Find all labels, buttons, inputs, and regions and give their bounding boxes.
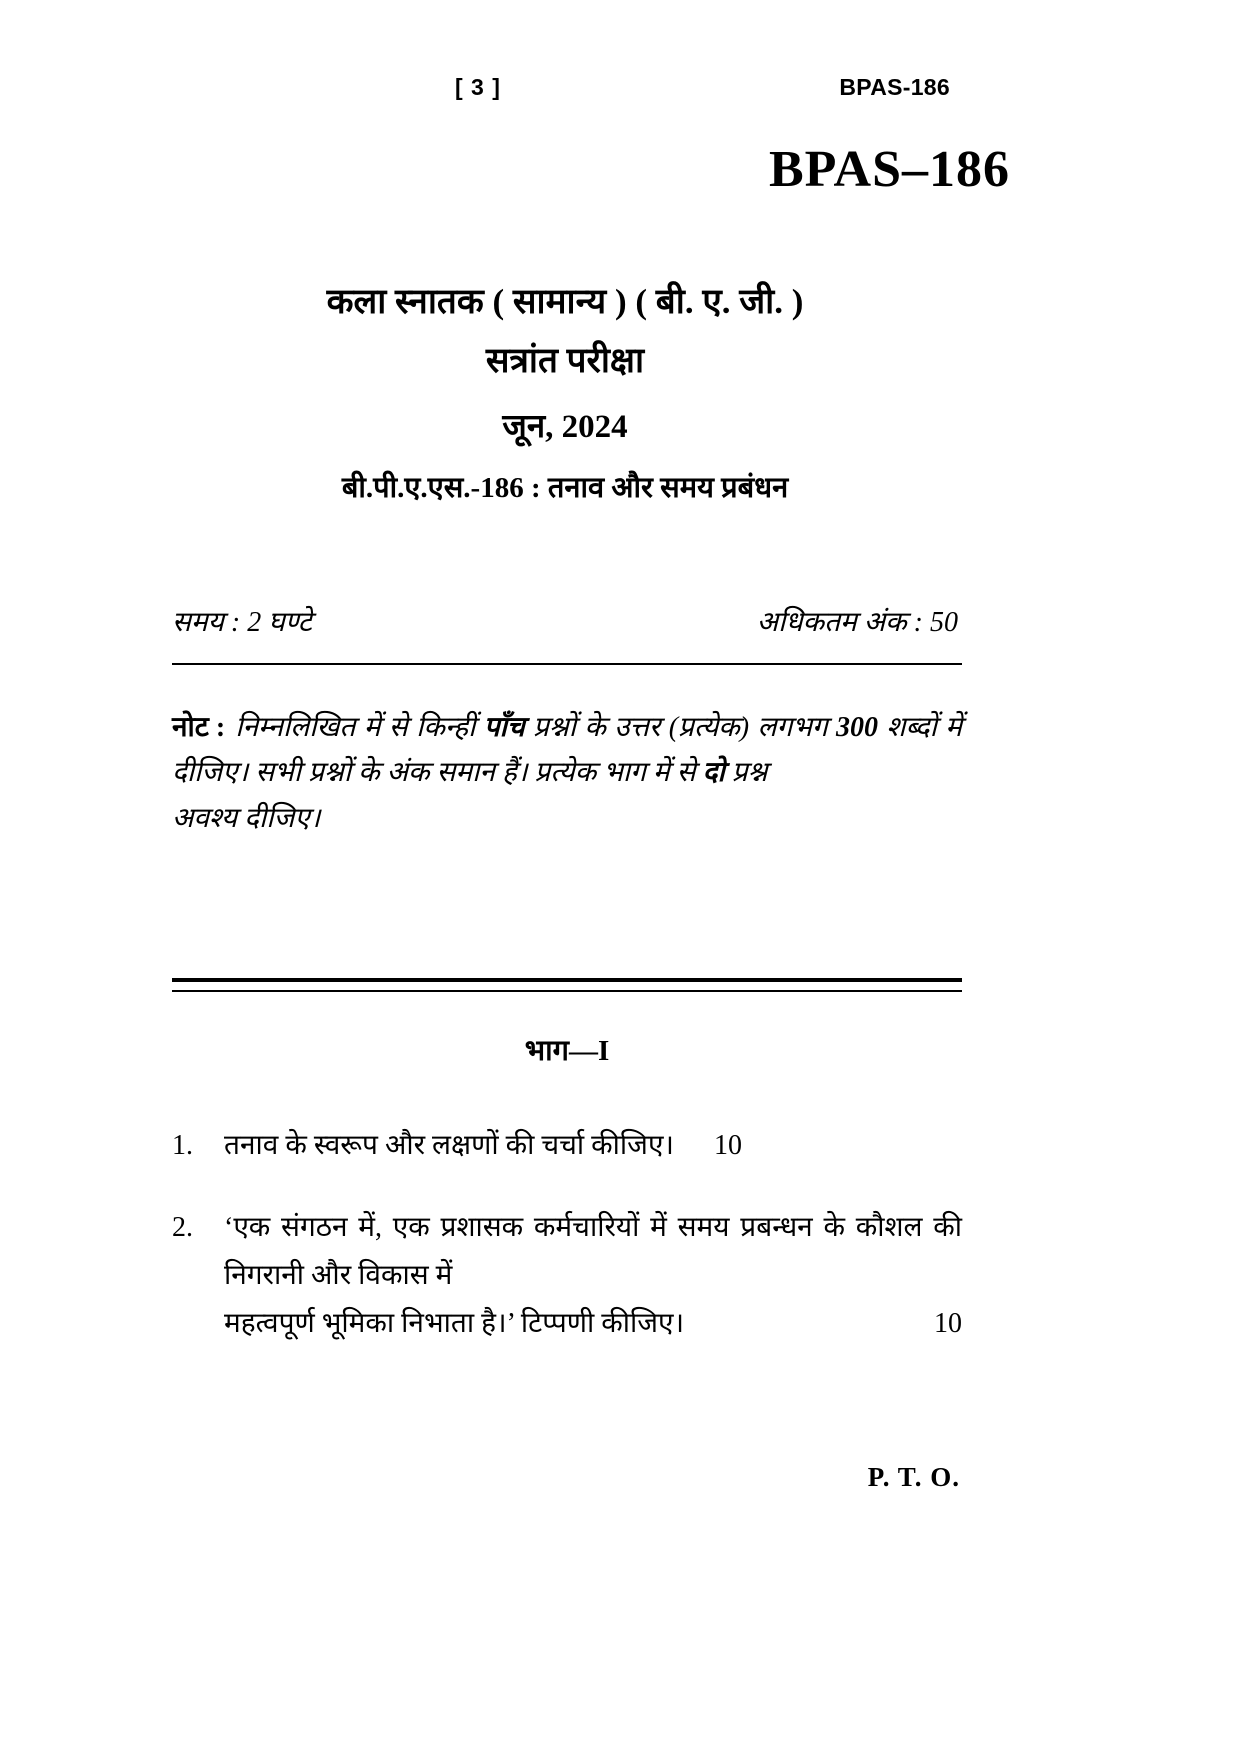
note-label: नोट :: [172, 712, 226, 743]
header-course-code: BPAS-186: [839, 74, 950, 100]
question-number: 1.: [172, 1130, 193, 1161]
degree-title: कला स्नातक ( सामान्य ) ( बी. ए. जी. ): [326, 282, 804, 321]
note-emphasis-two: दो: [702, 757, 725, 789]
exam-max-marks: अधिकतम अंक : 50: [756, 607, 958, 638]
note-emphasis-wordcount: 300: [836, 712, 879, 743]
question-list: [172, 1122, 962, 1383]
exam-meta-row: [172, 602, 962, 640]
exam-type-title: सत्रांत परीक्षा: [485, 341, 645, 381]
question-number: 2.: [172, 1212, 193, 1244]
question-item: [172, 1204, 962, 1348]
page-turn-over-footer: P. T. O.: [867, 1462, 960, 1492]
question-item: [172, 1122, 962, 1170]
question-text-continued: महत्वपूर्ण भूमिका निभाता है।’ टिप्पणी कीजिए।: [224, 1308, 685, 1340]
note-text-part1: निम्नलिखित में से किन्हीं: [235, 712, 484, 743]
question-text: तनाव के स्वरूप और लक्षणों की चर्चा कीजिए।: [224, 1130, 675, 1161]
main-course-code: BPAS–186: [768, 141, 1010, 198]
note-last-line: अवश्य दीजिए।: [172, 802, 321, 834]
note-emphasis-five: पाँच: [483, 712, 525, 743]
divider-rule-top: [172, 663, 962, 665]
note-body: [172, 705, 962, 841]
running-header: [170, 74, 950, 108]
subject-title: बी.पी.ए.एस.-186 : तनाव और समय प्रबंधन: [341, 472, 789, 505]
exam-month-year: जून, 2024: [502, 408, 628, 445]
note-text-part2: प्रश्नों के उत्तर (प्रत्येक) लगभग: [524, 712, 837, 743]
note-text-part4: प्रश्न: [724, 757, 768, 789]
note-text-part3: शब्दों में दीजिए। सभी प्रश्नों के अंक समान हैं। प्रत्येक भाग में से: [172, 712, 962, 789]
exam-title-block: [170, 278, 960, 508]
instructions-note: [172, 705, 962, 841]
question-text: ‘एक संगठन में, एक प्रशासक कर्मचारियों में समय प्रबन्धन के कौशल की निगरानी और विकास में: [224, 1212, 962, 1292]
section-heading-part-1: भाग—I: [524, 1035, 610, 1067]
question-marks: 10: [714, 1130, 743, 1161]
exam-duration: समय : 2 घण्टे: [172, 607, 312, 638]
divider-rule-double: [172, 978, 962, 992]
page-number-marker: [ 3 ]: [455, 74, 501, 100]
question-marks: 10: [934, 1308, 962, 1340]
